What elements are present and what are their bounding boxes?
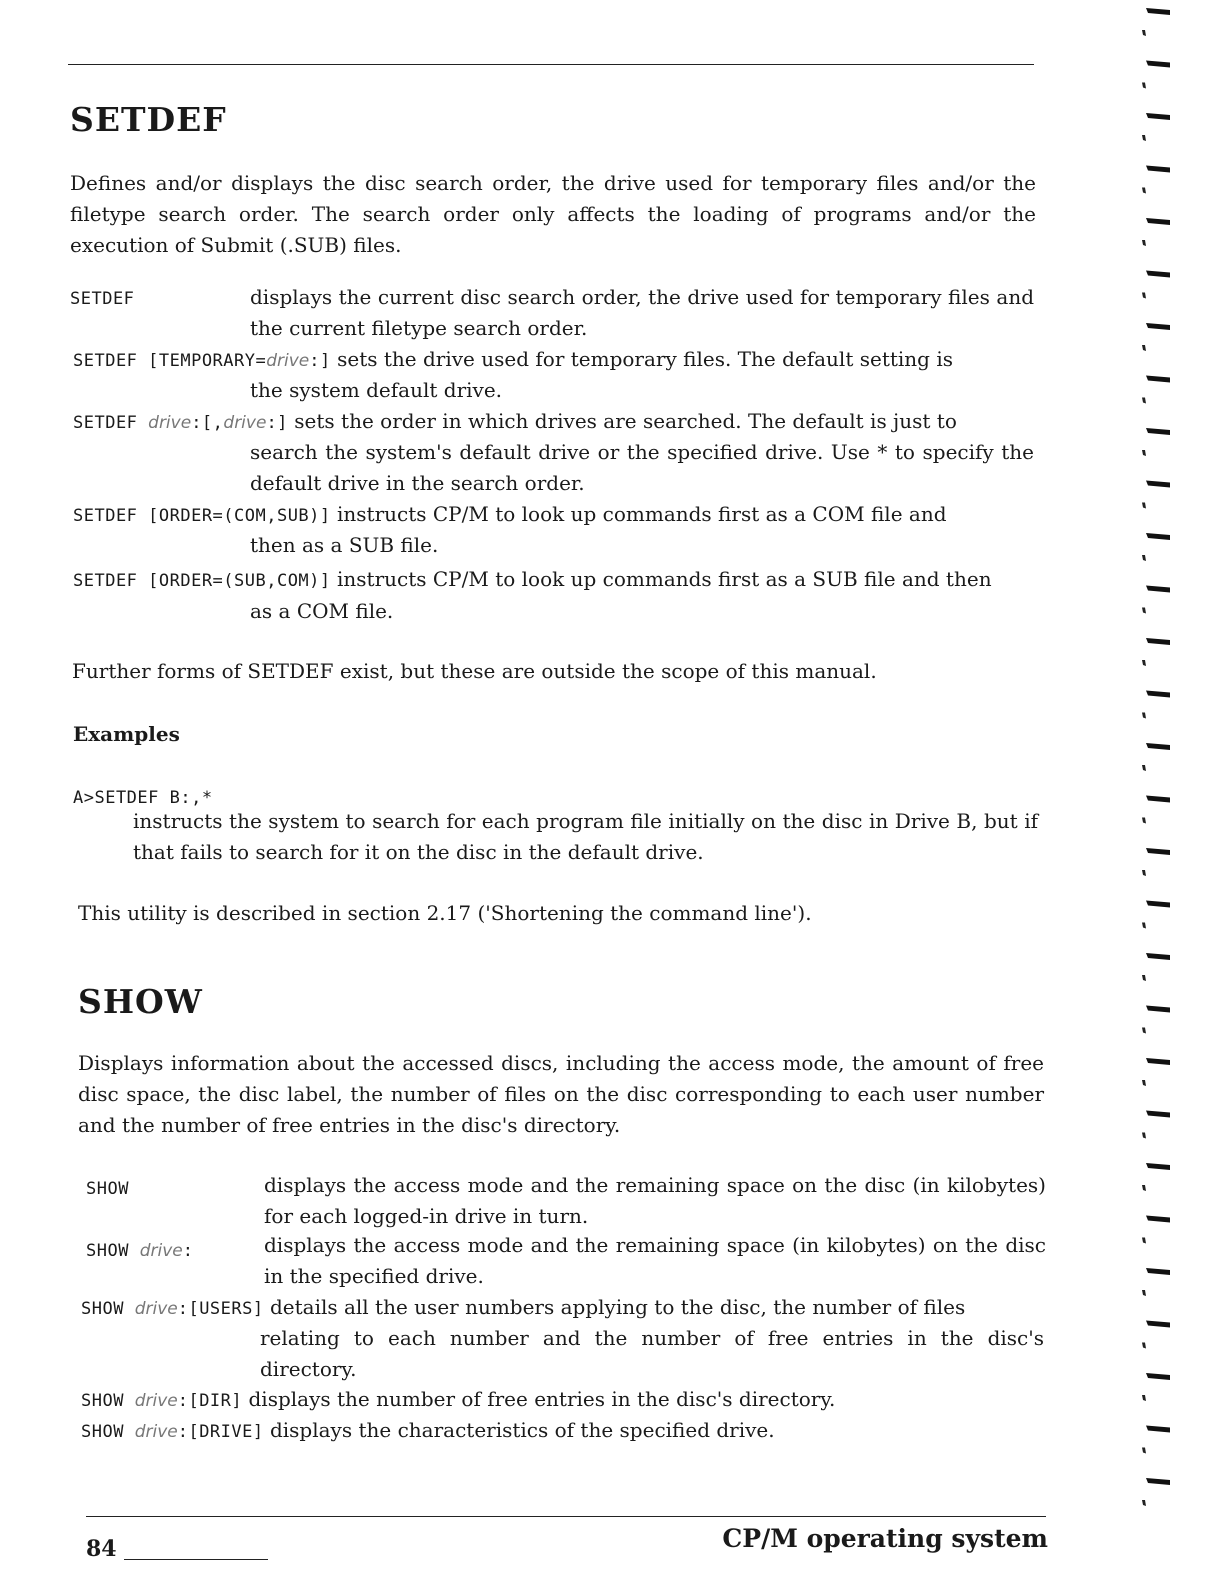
show-row-4-arg: drive (134, 1391, 178, 1411)
show-row-1-cmd: SHOW (86, 1179, 129, 1199)
binding-mark (1146, 481, 1170, 488)
binding-mark (1146, 533, 1170, 540)
binding-tick (1142, 1238, 1146, 1244)
binding-tick (1142, 923, 1146, 929)
setdef-row-3-cmd: SETDEF (73, 413, 149, 433)
show-row-4-tail: :[DIR] (177, 1391, 243, 1411)
example-command: A>SETDEF B:,* (73, 788, 213, 808)
binding-tick (1142, 818, 1146, 824)
binding-marks (1142, 0, 1172, 1584)
show-row-3-desc-inline: details all the user numbers applying to the disc, the number of files (269, 1295, 966, 1319)
binding-tick (1142, 1080, 1146, 1086)
show-row-5-cmd: SHOW (81, 1422, 135, 1442)
show-row-3-arg: drive (134, 1299, 178, 1319)
setdef-heading: SETDEF (70, 100, 227, 139)
show-row-2-arg: drive (139, 1241, 183, 1261)
binding-tick (1142, 870, 1146, 876)
show-row-2-tail: : (182, 1241, 194, 1261)
binding-mark (1146, 1321, 1170, 1328)
show-row-2 (86, 1234, 193, 1267)
show-row-3-desc: relating to each number and the number of free entries in the disc's directory. (260, 1326, 1044, 1381)
binding-mark (1146, 166, 1170, 173)
binding-mark (1146, 271, 1170, 278)
binding-mark (1146, 1268, 1170, 1275)
binding-tick (1142, 188, 1146, 194)
binding-mark (1146, 796, 1170, 803)
binding-tick (1142, 1185, 1146, 1191)
setdef-row-2-desc: the system default drive. (250, 378, 503, 402)
binding-tick (1142, 1395, 1146, 1401)
running-footer-title: CP/M operating system (722, 1524, 1048, 1553)
binding-mark (1146, 1006, 1170, 1013)
show-row-4 (81, 1384, 1047, 1417)
page-number: 84 (86, 1536, 117, 1562)
setdef-row-2-cmd: SETDEF [TEMPORARY= (73, 351, 267, 371)
binding-mark (1146, 848, 1170, 855)
setdef-row-2 (73, 344, 1039, 377)
binding-mark (1146, 901, 1170, 908)
binding-tick (1142, 345, 1146, 351)
setdef-row-1-desc: displays the current disc search order, the drive used for temporary files and the current filetype search order. (250, 285, 1034, 340)
binding-tick (1142, 135, 1146, 141)
examples-heading: Examples (73, 722, 180, 746)
binding-tick (1142, 1290, 1146, 1296)
show-row-1-desc: displays the access mode and the remaining space on the disc (in kilobytes) for each logged-in drive in turn. (264, 1173, 1046, 1228)
binding-mark (1146, 638, 1170, 645)
show-row-3-tail: :[USERS] (177, 1299, 264, 1319)
show-row-4-cmd: SHOW (81, 1391, 135, 1411)
binding-mark (1146, 8, 1170, 15)
setdef-intro: Defines and/or displays the disc search order, the drive used for temporary files and/or the filetype search order. The search order only affects the loading of programs and/or the execution of Submit (.SUB) files. (70, 171, 1036, 257)
binding-mark (1146, 61, 1170, 68)
binding-tick (1142, 975, 1146, 981)
binding-mark (1146, 376, 1170, 383)
show-row-3 (81, 1292, 1047, 1325)
setdef-row-2-tail: :] (309, 351, 331, 371)
binding-mark (1146, 428, 1170, 435)
page-number-underline (124, 1559, 268, 1560)
binding-mark (1146, 691, 1170, 698)
setdef-row-5-desc: as a COM file. (250, 599, 394, 623)
binding-tick (1142, 83, 1146, 89)
binding-mark (1146, 218, 1170, 225)
show-row-5-tail: :[DRIVE] (177, 1422, 264, 1442)
binding-mark (1146, 1426, 1170, 1433)
footer-rule (86, 1516, 1046, 1517)
setdef-further: Further forms of SETDEF exist, but these are outside the scope of this manual. (72, 659, 877, 683)
setdef-reference: This utility is described in section 2.17 ('Shortening the command line'). (78, 901, 812, 925)
show-row-3-cmd: SHOW (81, 1299, 135, 1319)
setdef-row-1-cmd: SETDEF (70, 289, 135, 309)
binding-tick (1142, 1028, 1146, 1034)
show-row-5 (81, 1415, 1047, 1448)
binding-mark (1146, 1478, 1170, 1485)
binding-tick (1142, 660, 1146, 666)
show-row-2-cmd: SHOW (86, 1241, 140, 1261)
binding-tick (1142, 503, 1146, 509)
setdef-row-4 (73, 499, 1039, 532)
binding-tick (1142, 398, 1146, 404)
setdef-row-2-desc-inline: sets the drive used for temporary files. The default setting is (337, 347, 953, 371)
show-intro: Displays information about the accessed discs, including the access mode, the amount of free disc space, the disc label, the number of files on the disc corresponding to each user number and the number of free entries in the disc's directory. (78, 1051, 1044, 1137)
binding-mark (1146, 1373, 1170, 1380)
top-rule (68, 64, 1034, 65)
binding-tick (1142, 240, 1146, 246)
binding-tick (1142, 765, 1146, 771)
binding-tick (1142, 608, 1146, 614)
setdef-row-4-cmd: SETDEF [ORDER=(COM,SUB)] (73, 506, 331, 526)
show-row-4-desc-inline: displays the number of free entries in the disc's directory. (248, 1387, 836, 1411)
setdef-row-3-desc-inline: sets the order in which drives are searched. The default is just to (294, 409, 957, 433)
setdef-row-4-desc-inline: instructs CP/M to look up commands first as a COM file and (337, 502, 947, 526)
setdef-row-3-desc: search the system's default drive or the specified drive. Use * to specify the default drive in the search order. (250, 440, 1034, 495)
setdef-row-5 (73, 564, 1039, 597)
setdef-row-3 (73, 406, 1039, 439)
binding-mark (1146, 1163, 1170, 1170)
binding-tick (1142, 1500, 1146, 1506)
binding-tick (1142, 1448, 1146, 1454)
show-row-5-arg: drive (134, 1422, 178, 1442)
binding-tick (1142, 555, 1146, 561)
binding-tick (1142, 450, 1146, 456)
show-row-5-desc-inline: displays the characteristics of the specified drive. (269, 1418, 775, 1442)
show-row-1 (86, 1172, 129, 1205)
binding-mark (1146, 1216, 1170, 1223)
binding-tick (1142, 1343, 1146, 1349)
binding-mark (1146, 113, 1170, 120)
binding-mark (1146, 323, 1170, 330)
setdef-row-4-desc: then as a SUB file. (250, 533, 439, 557)
binding-tick (1142, 293, 1146, 299)
binding-tick (1142, 713, 1146, 719)
binding-mark (1146, 953, 1170, 960)
show-heading: SHOW (78, 982, 203, 1021)
setdef-row-5-desc-inline: instructs CP/M to look up commands first as a SUB file and then (337, 567, 992, 591)
binding-mark (1146, 743, 1170, 750)
binding-mark (1146, 586, 1170, 593)
binding-mark (1146, 1111, 1170, 1118)
binding-tick (1142, 1133, 1146, 1139)
show-row-2-desc: displays the access mode and the remaining space (in kilobytes) on the disc in the specified drive. (264, 1233, 1046, 1288)
setdef-row-3-tail2: :] (266, 413, 288, 433)
binding-tick (1142, 30, 1146, 36)
setdef-row-2-arg: drive (266, 351, 310, 371)
setdef-row-3-arg2: drive (223, 413, 267, 433)
setdef-row-3-arg: drive (148, 413, 192, 433)
setdef-row-3-tail: :[, (191, 413, 224, 433)
example-description: instructs the system to search for each program file initially on the disc in Drive B, but if that fails to search for it on the disc in the default drive. (133, 809, 1038, 864)
binding-mark (1146, 1058, 1170, 1065)
setdef-row-5-cmd: SETDEF [ORDER=(SUB,COM)] (73, 571, 331, 591)
